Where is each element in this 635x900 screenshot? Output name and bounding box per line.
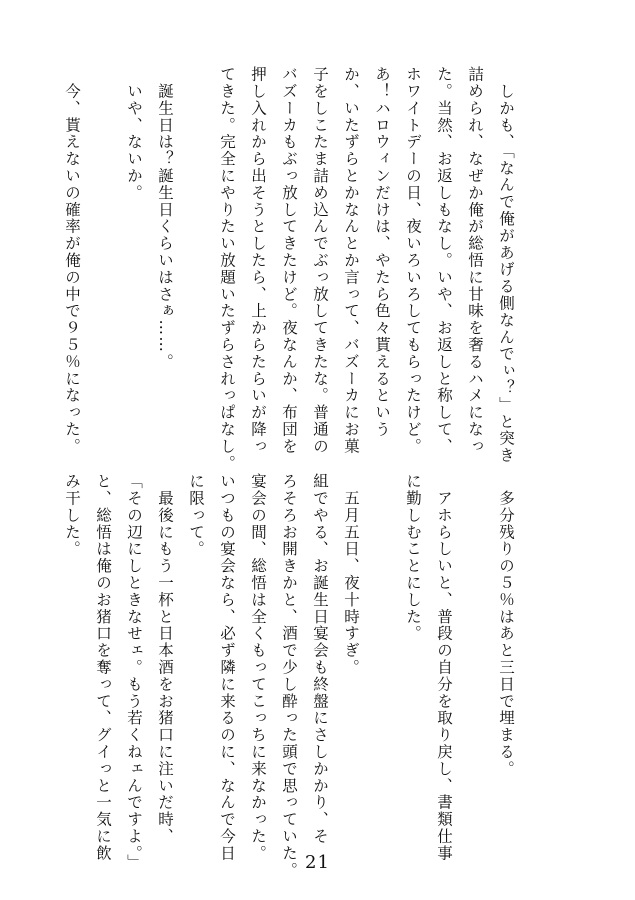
- text-column: 五月五日、夜十時すぎ。: [342, 473, 360, 676]
- page-number: 21: [305, 852, 330, 873]
- text-column: あ！ハロウィンだけは、やたら色々貰えるという: [373, 66, 391, 438]
- text-column: た。当然、お返しもなし。いや、お返しと称して、: [435, 66, 453, 455]
- text-column: か、いたずらとかなんとか言って、バズーカにお菓: [342, 66, 360, 455]
- text-column: いつもの宴会なら、必ず隣に来るのに、なんで今日: [218, 473, 236, 862]
- text-column: てきた。完全にやりたい放題いたずらされっぱなし。: [218, 66, 236, 472]
- text-column: ホワイトデーの日、夜いろいろしてもらったけど。: [404, 66, 422, 455]
- text-column: に限って。: [187, 473, 205, 558]
- text-column: 「その辺にしときなせェ。もう若くねェんですよ。」: [125, 473, 143, 871]
- text-column: ろそろお開きかと、酒で少し酔った頭で思っていた。: [280, 473, 298, 879]
- text-column: と、総悟は俺のお猪口を奪って、グイっと一気に飲: [94, 473, 112, 862]
- text-column: いや、ないか。: [125, 66, 143, 202]
- text-column: バズーカもぶっ放してきたけど。夜なんか、布団を: [280, 66, 298, 455]
- text-column: 最後にもう一杯と日本酒をお猪口に注いだ時、: [156, 473, 174, 845]
- upper-text-block: [56, 66, 521, 472]
- text-column: み干した。: [63, 473, 81, 558]
- text-column: 多分残りの５％はあと三日で埋まる。: [497, 473, 515, 778]
- text-column: 今、貰えないの確率が俺の中で９５％になった。: [63, 66, 81, 455]
- text-column: アホらしいと、普段の自分を取り戻し、書類仕事: [435, 473, 453, 862]
- text-column: 押し入れから出そうとしたら、上からたらいが降っ: [249, 66, 267, 455]
- text-column: 組でやる、お誕生日宴会も終盤にさしかかり、そ: [311, 473, 329, 845]
- text-column: 詰められ、なぜか俺が総悟に甘味を奢るハメになっ: [466, 66, 484, 455]
- text-column: に勤しむことにした。: [404, 473, 422, 642]
- text-column: 誕生日は？誕生日くらいはさぁ……。: [156, 66, 174, 371]
- text-column: 子をしこたま詰め込んでぶっ放してきたな。普通の: [311, 66, 329, 455]
- text-column: しかも、「なんで俺があげる側なんでぃ？」と突き: [497, 66, 515, 464]
- text-column: 宴会の間、総悟は全くもってこっちに来なかった。: [249, 473, 267, 862]
